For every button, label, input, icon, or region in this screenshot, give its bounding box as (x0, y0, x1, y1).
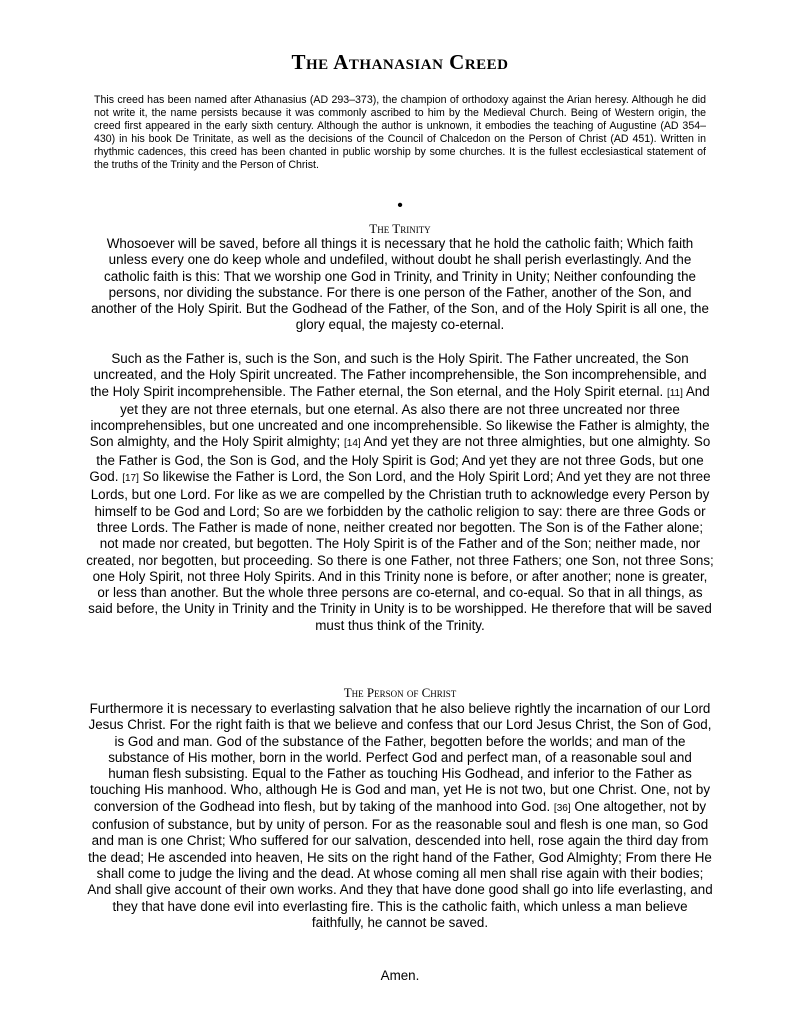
verse-reference: [36] (553, 802, 571, 814)
section-separator: • (397, 197, 403, 214)
section-heading-trinity: The Trinity (369, 221, 431, 236)
document-title: The Athanasian Creed (291, 50, 509, 74)
paragraph-text: And yet they are not three eternals, but one eternal. As also there are not three uncreated nor three incomprehensibles, but one uncreated and one incomprehensible. So likewise the Father is almighty, the Son almighty, and the Holy Spirit almighty; (89, 383, 710, 450)
trinity-paragraph-2 (86, 351, 714, 634)
trinity-paragraph-1 (86, 236, 714, 334)
paragraph-text: And yet they are not three almighties, but one almighty. So the Father is God, the Son is God, and the Holy Spirit is God; And yet they are not three Gods, but one God. (89, 434, 711, 485)
christ-paragraph-1 (86, 701, 714, 931)
intro-paragraph: This creed has been named after Athanasius (AD 293–373), the champion of orthodoxy against the Arian heresy. Although he did not write it, the name persists because it was commonly ascribed to him by the Medieval Church. Being of Western origin, the creed first appeared in the early sixth century. Although the author is unknown, it embodies the teaching of Augustine (AD 354–430) in his book De Trinitate, as well as the decisions of the Council of Chalcedon on the Person of Christ (AD 451). Written in rhythmic cadences, this creed has been chanted in public worship by some churches. It is the fullest ecclesiastical statement of the truths of the Trinity and the Person of Christ. (94, 94, 706, 171)
paragraph-text: Whosoever will be saved, before all things it is necessary that he hold the catholic faith; Which faith unless every one do keep whole and undefiled, without doubt he shall perish everlastingly. And the catholic faith is this: That we worship one God in Trinity, and Trinity in Unity; Neither confounding the persons, nor dividing the substance. For there is one person of the Father, another of the Son, and another of the Holy Spirit. But the Godhead of the Father, of the Son, and of the Holy Spirit is all one, the glory equal, the majesty co-eternal. (91, 236, 709, 333)
verse-reference: [11] (666, 387, 683, 399)
paragraph-text: So likewise the Father is Lord, the Son Lord, and the Holy Spirit Lord; And yet they are not three Lords, but one Lord. For like as we are compelled by the Christian truth to acknowledge every Person by himself to be God and Lord; So are we forbidden by the catholic religion to say: there are three Gods or three Lords. The Father is made of none, neither created nor begotten. The Son is of the Father alone; not made nor created, but begotten. The Holy Spirit is of the Father and of the Son; neither made, nor created, nor begotten, but proceeding. So there is one Father, not three Fathers; one Son, not three Sons; one Holy Spirit, not three Holy Spirits. And in this Trinity none is before, or after another; none is greater, or less than another. But the whole three persons are co-eternal, and co-equal. So that in all things, as said before, the Unity in Trinity and the Trinity in Unity is to be worshipped. He therefore that will be saved must thus think of the Trinity. (86, 469, 714, 633)
section-heading-person-of-christ: The Person of Christ (343, 685, 457, 700)
paragraph-text: Furthermore it is necessary to everlasting salvation that he also believe rightly the incarnation of our Lord Jesus Christ. For the right faith is that we believe and confess that our Lord Jesus Christ, the Son of God, is God and man. God of the substance of the Father, begotten before the worlds; and man of the substance of His mother, born in the world. Perfect God and perfect man, of a reasonable soul and human flesh subsisting. Equal to the Father as touching His Godhead, and inferior to the Father as touching His manhood. Who, although He is God and man, yet He is not two, but one Christ. One, not by conversion of the Godhead into flesh, but by taking of the manhood into God. (88, 701, 712, 814)
paragraph-text: Such as the Father is, such is the Son, and such is the Holy Spirit. The Father uncreated, the Son uncreated, and the Holy Spirit uncreated. The Father incomprehensible, the Son incomprehensible, and the Holy Spirit incomprehensible. The Father eternal, the Son eternal, and the Holy Spirit eternal. (90, 351, 707, 399)
verse-reference: [14] (344, 438, 361, 450)
paragraph-text: One altogether, not by confusion of substance, but by unity of person. For as the reasonable soul and flesh is one man, so God and man is one Christ; Who suffered for our salvation, descended into hell, rose again the third day from the dead; He ascended into heaven, He sits on the right hand of the Father, God Almighty; From there He shall come to judge the living and the dead. At whose coming all men shall rise again with their bodies; And shall give account of their own works. And they that have done good shall go into life everlasting, and they that have done evil into everlasting fire. This is the catholic faith, which unless a man believe faithfully, he cannot be saved. (87, 798, 713, 930)
closing-amen: Amen. (380, 968, 420, 983)
verse-reference: [17] (122, 473, 139, 485)
